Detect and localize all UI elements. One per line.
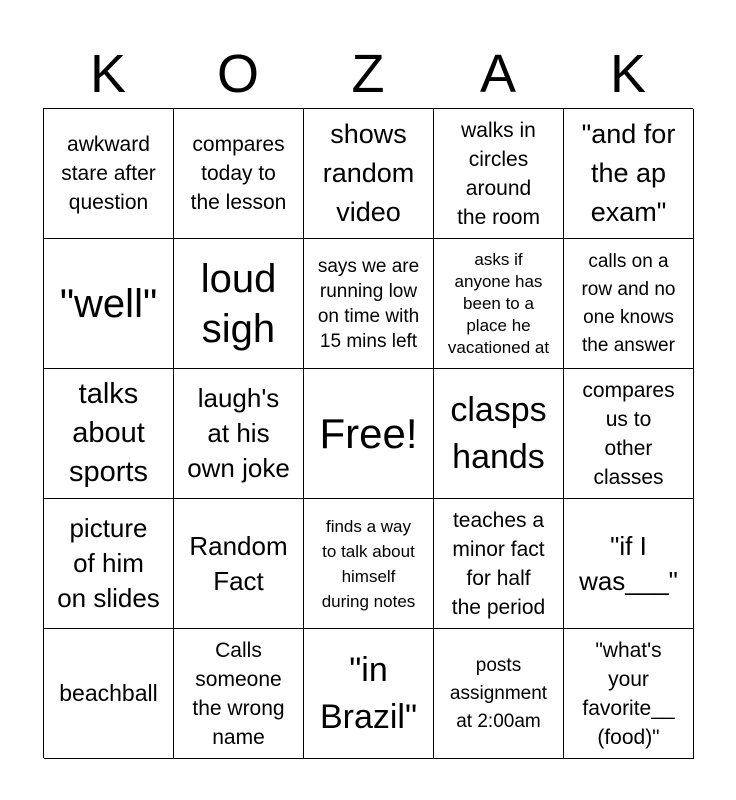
cell-text: clasps hands (450, 390, 547, 476)
bingo-cell-r5-c4[interactable] (434, 629, 564, 759)
bingo-cell-r3-c3[interactable] (304, 369, 434, 499)
bingo-cell-r3-c4[interactable] (434, 369, 564, 499)
cell-text: "if I was___" (579, 530, 678, 596)
bingo-cell-r1-c5[interactable] (564, 109, 694, 239)
cell-text: Free! (319, 409, 418, 457)
header-letter-k-2: K (609, 44, 647, 104)
cell-text: walks in circles around the room (457, 118, 540, 229)
bingo-cell-r5-c5[interactable] (564, 629, 694, 759)
cell-text: says we are running low on time with 15 mins left (317, 255, 420, 352)
bingo-cell-r3-c2[interactable] (174, 369, 304, 499)
cell-text: Calls someone the wrong name (192, 638, 285, 749)
bingo-cell-r4-c5[interactable] (564, 499, 694, 629)
cell-text: "and for the ap exam" (581, 119, 676, 227)
cell-text: "what's your favorite__ (food)" (582, 638, 675, 749)
bingo-cell-r1-c3[interactable] (304, 109, 434, 239)
bingo-cell-r5-c3[interactable] (304, 629, 434, 759)
cell-text: picture of him on slides (57, 513, 160, 613)
cell-text: talks about sports (69, 378, 148, 488)
cell-text: Random Fact (189, 530, 288, 596)
bingo-board (43, 108, 693, 758)
bingo-cell-r4-c4[interactable] (434, 499, 564, 629)
cell-text: beachball (59, 680, 158, 706)
bingo-cell-r2-c1[interactable] (44, 239, 174, 369)
bingo-cell-r2-c5[interactable] (564, 239, 694, 369)
cell-text: compares today to the lesson (190, 133, 287, 214)
header-letter-a: A (479, 44, 517, 104)
cell-text: finds a way to talk about himself during notes (321, 516, 416, 611)
cell-text: teaches a minor fact for half the period (451, 508, 546, 619)
bingo-cell-r3-c5[interactable] (564, 369, 694, 499)
cell-text: asks if anyone has been to a place he vacationed at (447, 249, 550, 357)
cell-text: "in Brazil" (319, 650, 418, 736)
cell-text: calls on a row and no one knows the answer (581, 250, 676, 356)
bingo-cell-r1-c4[interactable] (434, 109, 564, 239)
cell-text: compares us to other classes (582, 378, 675, 489)
cell-text: awkward stare after question (61, 133, 156, 214)
bingo-cell-r4-c1[interactable] (44, 499, 174, 629)
header-letter-o: O (216, 44, 259, 104)
bingo-cell-r3-c1[interactable] (44, 369, 174, 499)
bingo-cell-r4-c2[interactable] (174, 499, 304, 629)
cell-text: loud sigh (200, 256, 277, 351)
cell-text: "well" (59, 281, 158, 326)
header-letter-z: Z (351, 44, 385, 104)
bingo-cell-r1-c1[interactable] (44, 109, 174, 239)
bingo-cell-r4-c3[interactable] (304, 499, 434, 629)
bingo-cell-r1-c2[interactable] (174, 109, 304, 239)
bingo-cell-r2-c2[interactable] (174, 239, 304, 369)
bingo-cell-r2-c4[interactable] (434, 239, 564, 369)
cell-text: shows random video (322, 119, 415, 227)
bingo-cell-r5-c2[interactable] (174, 629, 304, 759)
bingo-header (43, 40, 693, 108)
bingo-cell-r5-c1[interactable] (44, 629, 174, 759)
bingo-cell-r2-c3[interactable] (304, 239, 434, 369)
cell-text: posts assignment at 2:00am (449, 654, 548, 732)
cell-text: laugh's at his own joke (187, 383, 290, 483)
header-letter-k-1: K (89, 44, 127, 104)
